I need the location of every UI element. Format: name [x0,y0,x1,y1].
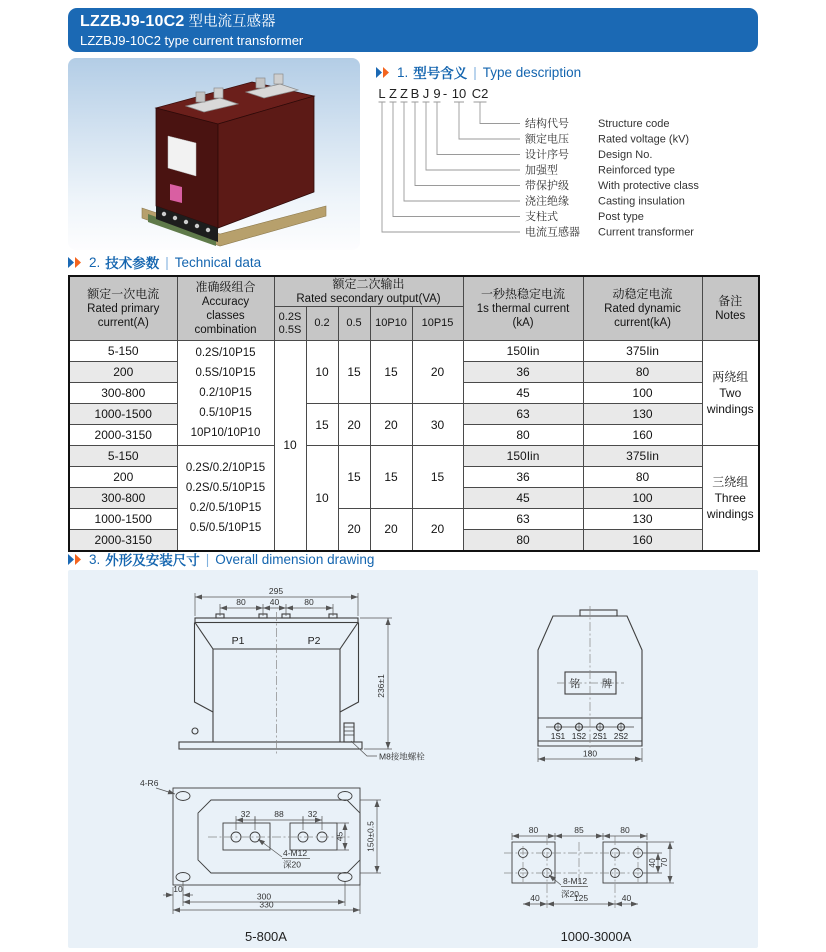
cell-dynamic: 100 [583,488,702,509]
terminal-p1-label: P1 [231,635,245,647]
cell-primary: 300-800 [69,488,177,509]
cell-primary: 1000-1500 [69,404,177,425]
header-notes: 备注 Notes [702,276,759,341]
corner-radius-callout: 4-R6 [140,778,159,788]
title-line-en: LZZBJ9-10C2 type current transformer [80,33,304,48]
dim-label: 45 [334,831,345,842]
cell-dynamic: 160 [583,530,702,551]
dim-label: 180 [582,748,598,759]
code-char: 9 [433,86,441,101]
mounting-view-large [504,825,674,944]
cell-output-05: 20 [338,509,370,551]
dimension-drawings-panel [68,570,758,948]
code-label-zh: 加强型 [525,164,558,177]
drawing-caption-large: 1000-3000A [560,929,632,944]
dim-label: 300 [256,891,272,902]
dim-label: 295 [268,586,284,596]
code-label-zh: 设计序号 [525,149,569,161]
code-label-en: Design No. [598,149,653,161]
cell-accuracy-group1: 0.2S/10P15 0.5S/10P15 0.2/10P15 0.5/10P15 10P10/10P10 [177,341,274,446]
dim-label: 32 [307,809,318,819]
code-label-zh: 带保护级 [525,180,569,192]
dim-label: 32 [240,809,251,819]
cell-output-05: 15 [338,446,370,509]
cell-dynamic: 130 [583,509,702,530]
cell-output-02: 10 [306,446,338,551]
type-code-diagram [372,86,762,248]
cell-output-05: 15 [338,341,370,404]
code-label-zh: 结构代号 [525,118,569,130]
cell-accuracy-group2: 0.2S/0.2/10P15 0.2S/0.5/10P15 0.2/0.5/10P15 0.5/0.5/10P15 [177,446,274,551]
model-code: LZZBJ9-10C2 [80,13,185,30]
cell-notes-group1: 两绕组 Two windings [702,341,759,446]
dimension-drawings [68,570,758,948]
cell-output-10p10: 15 [370,446,412,509]
cell-thermal: 63 [463,509,583,530]
terminal-label: 2S1 [592,732,608,741]
dim-label: 40 [647,858,657,868]
cell-thermal: 45 [463,383,583,404]
code-label-en: Post type [598,211,644,223]
section-2-title [68,252,261,272]
section-title-zh: 技术参数 [105,256,160,271]
terminal-label: 1S2 [571,732,587,741]
section-1-title [376,62,581,82]
code-char: - [442,86,448,101]
section-arrows-icon [68,257,83,268]
dim-label: 40 [269,597,280,607]
cell-dynamic: 100 [583,383,702,404]
separator: | [205,551,210,567]
header-primary-current: 额定一次电流 Rated primary current(A) [69,276,177,341]
cell-output-02: 10 [306,341,338,404]
type-code-tree-lines [379,102,521,232]
product-photo [68,58,360,250]
cell-thermal: 150Iin [463,341,583,362]
cell-thermal: 45 [463,488,583,509]
cell-output-05: 20 [338,404,370,446]
code-label-en: Current transformer [598,226,694,239]
cell-primary: 5-150 [69,341,177,362]
dim-label: 88 [274,809,284,819]
section-number: 3. [89,551,101,567]
code-label-en: Structure code [598,118,670,130]
code-label-en: Casting insulation [598,195,685,208]
cell-output-10p15: 30 [412,404,463,446]
header-thermal-current: 一秒热稳定电流 1s thermal current (kA) [463,276,583,341]
terminal-label: 2S2 [613,732,629,741]
cell-primary: 2000-3150 [69,425,177,446]
cell-primary: 1000-1500 [69,509,177,530]
dim-label-height: 236±1 [376,674,386,698]
subheader-02: 0.2 [306,307,338,341]
title-line-zh [80,12,746,32]
dim-label: 10 [173,884,183,894]
separator: | [473,64,477,80]
code-label-zh: 浇注绝缘 [525,195,569,208]
code-label-zh: 电流互感器 [525,226,580,239]
mounting-view-small [140,778,381,944]
cell-dynamic: 130 [583,404,702,425]
type-code-labels [525,116,699,239]
cell-thermal: 150Iin [463,446,583,467]
cell-output-10p10: 20 [370,509,412,551]
section-title-zh: 外形及安装尺寸 [105,553,200,568]
cell-notes-group2: 三绕组 Three windings [702,446,759,551]
section-title-en: Overall dimension drawing [215,551,375,567]
bolt-depth-callout: 深20 [283,859,301,870]
ground-bolt-callout: M8接地螺栓 [379,751,425,762]
cell-dynamic: 375Iin [583,341,702,362]
section-3-title [68,549,374,569]
cell-thermal: 80 [463,530,583,551]
terminal-label: 1S1 [550,732,566,741]
dim-label: 80 [304,597,314,607]
separator: | [165,254,169,270]
cell-primary: 200 [69,362,177,383]
header-accuracy: 准确级组合 Accuracy classes combination [177,276,274,341]
dim-label: 80 [528,825,539,835]
cell-primary: 2000-3150 [69,530,177,551]
code-char: 10 [451,86,467,101]
code-char: Z [400,86,408,101]
code-char: L [378,86,386,101]
cell-primary: 5-150 [69,446,177,467]
section-number: 1. [397,64,409,80]
section-title-zh: 型号含义 [413,66,468,81]
code-label-zh: 额定电压 [525,133,569,146]
dim-label: 125 [573,893,589,903]
technical-data-table [68,275,760,552]
cell-thermal: 63 [463,404,583,425]
drawing-caption-small: 5-800A [245,929,287,944]
cell-dynamic: 160 [583,425,702,446]
code-label-zh: 支柱式 [525,211,558,223]
subheader-10p15: 10P15 [412,307,463,341]
title-zh: 型电流互感器 [188,14,276,30]
type-code-chars [378,86,488,101]
front-view-drawing [179,586,425,762]
cell-output-10p15: 20 [412,509,463,551]
cell-dynamic: 80 [583,467,702,488]
cell-primary: 200 [69,467,177,488]
code-char: B [410,86,420,101]
cell-output-10p15: 15 [412,446,463,509]
code-char: C2 [471,86,489,101]
terminal-p2-label: P2 [307,635,321,647]
cell-output-s: 10 [274,341,306,551]
bolt-callout: 8-M12 [563,876,588,886]
section-title-en: Technical data [174,254,262,270]
product-photo-art [68,58,360,250]
section-arrows-icon [68,554,83,565]
subheader-10p10: 10P10 [370,307,412,341]
dim-label: 150±0.5 [365,821,376,852]
title-bar [68,8,758,52]
section-title-en: Type description [482,64,582,80]
nameplate-label: 铭 [569,678,581,690]
cell-output-10p10: 20 [370,404,412,446]
code-label-en: With protective class [598,180,699,192]
cell-thermal: 36 [463,467,583,488]
cell-thermal: 36 [463,362,583,383]
technical-data-table-wrap [68,275,760,552]
dim-label: 40 [621,893,632,903]
cell-dynamic: 80 [583,362,702,383]
section-arrows-icon [376,67,391,78]
bolt-callout: 4-M12 [283,848,308,858]
cell-dynamic: 375Iin [583,446,702,467]
nameplate-label: 牌 [601,678,613,690]
dim-label: 40 [530,893,540,903]
code-label-en: Rated voltage (kV) [598,133,690,146]
header-secondary-output: 额定二次输出 Rated secondary output(VA) [274,276,463,307]
header-dynamic-current: 动稳定电流 Rated dynamic current(kA) [583,276,702,341]
cell-output-02: 15 [306,404,338,446]
subheader-05: 0.5 [338,307,370,341]
section-number: 2. [89,254,101,270]
cell-output-10p10: 15 [370,341,412,404]
cell-primary: 300-800 [69,383,177,404]
pink-sticker [170,184,182,203]
dim-label: 80 [620,825,630,835]
bolt-depth-callout: 深20 [561,889,579,899]
side-view-drawing [538,606,642,762]
dim-label: 70 [659,857,669,868]
cell-thermal: 80 [463,425,583,446]
dim-label: 330 [259,899,274,910]
dim-label: 80 [236,597,246,607]
dim-label: 85 [574,825,584,835]
cell-output-10p15: 20 [412,341,463,404]
subheader-02s-05s: 0.2S 0.5S [274,307,306,341]
code-char: Z [389,86,397,101]
code-char: J [422,86,430,101]
code-label-en: Reinforced type [598,164,676,177]
